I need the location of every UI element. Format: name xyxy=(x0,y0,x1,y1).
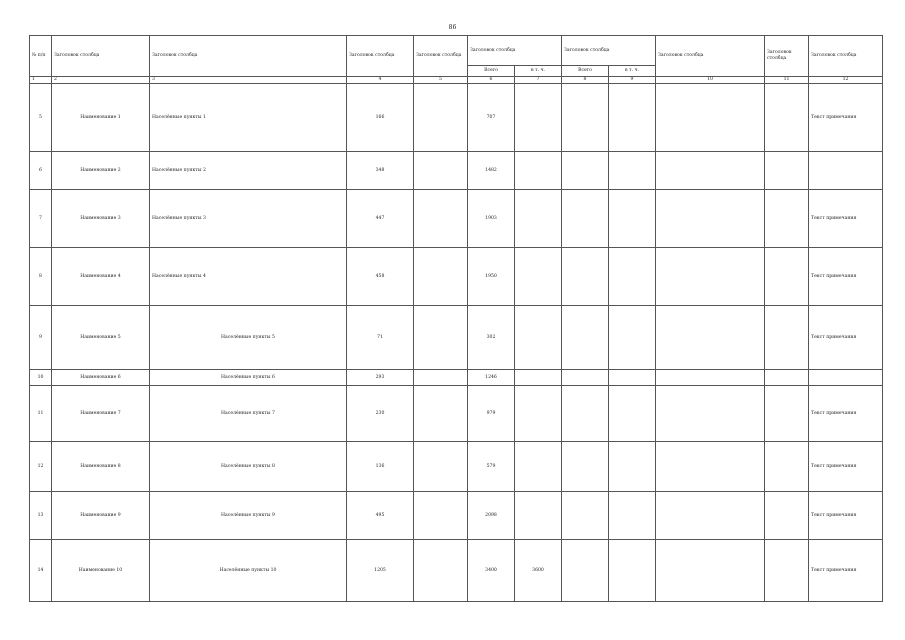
row-number: 5 xyxy=(30,84,52,152)
capacity-value xyxy=(414,492,468,540)
profile-value xyxy=(656,152,765,190)
repair-note: Текст примечания xyxy=(809,84,883,152)
plan-visits-value: 302 xyxy=(468,306,515,370)
repair-note: Текст примечания xyxy=(809,492,883,540)
table-row xyxy=(30,442,883,492)
table-row xyxy=(30,248,883,306)
facility-name: Наименование 6 xyxy=(52,370,150,386)
repair-note: Текст примечания xyxy=(809,190,883,248)
population-value: 1205 xyxy=(347,540,414,602)
column-number: 9 xyxy=(609,77,656,84)
table-row xyxy=(30,190,883,248)
facility-name: Наименование 4 xyxy=(52,248,150,306)
population-value: 71 xyxy=(347,306,414,370)
repair-note: Текст примечания xyxy=(809,248,883,306)
plan-visits-value: 1903 xyxy=(468,190,515,248)
plan-visits-oms-value xyxy=(515,306,562,370)
facility-name: Наименование 8 xyxy=(52,442,150,492)
plan-visits-value: 707 xyxy=(468,84,515,152)
repair-note xyxy=(809,152,883,190)
header-population: Заголовок столбца xyxy=(347,36,414,77)
served-settlements: Населённые пункты 5 xyxy=(150,306,347,370)
capacity-value xyxy=(414,248,468,306)
row-number: 6 xyxy=(30,152,52,190)
accreditation-value xyxy=(765,306,809,370)
table-row xyxy=(30,540,883,602)
plan-visits-oms-value xyxy=(515,84,562,152)
header-plan-visits: Заголовок столбца xyxy=(468,36,562,66)
page-number: 86 xyxy=(448,24,457,31)
served-settlements: Населённые пункты 10 xyxy=(150,540,347,602)
header-repair: Заголовок столбца xyxy=(809,36,883,77)
plan-visits-oms-value: 3600 xyxy=(515,540,562,602)
accreditation-value xyxy=(765,152,809,190)
population-value: 458 xyxy=(347,248,414,306)
profile-value xyxy=(656,492,765,540)
served-settlements: Населённые пункты 9 xyxy=(150,492,347,540)
accreditation-value xyxy=(765,190,809,248)
profile-value xyxy=(656,442,765,492)
column-number: 5 xyxy=(414,77,468,84)
repair-note xyxy=(809,370,883,386)
header-row xyxy=(30,36,883,66)
register-table xyxy=(29,35,883,602)
capacity-value xyxy=(414,152,468,190)
column-number: 2 xyxy=(52,77,150,84)
row-number: 9 xyxy=(30,306,52,370)
header-plan-hospital: Заголовок столбца xyxy=(562,36,656,66)
table-row xyxy=(30,386,883,442)
table-row xyxy=(30,152,883,190)
facility-name: Наименование 1 xyxy=(52,84,150,152)
accreditation-value xyxy=(765,248,809,306)
plan-hospital-oms-value xyxy=(609,492,656,540)
population-value: 166 xyxy=(347,84,414,152)
table-row xyxy=(30,492,883,540)
plan-hospital-value xyxy=(562,442,609,492)
header-no: № п/п xyxy=(30,36,52,77)
capacity-value xyxy=(414,442,468,492)
capacity-value xyxy=(414,386,468,442)
served-settlements: Населённые пункты 4 xyxy=(150,248,347,306)
row-number: 12 xyxy=(30,442,52,492)
accreditation-value xyxy=(765,442,809,492)
profile-value xyxy=(656,248,765,306)
population-value: 495 xyxy=(347,492,414,540)
profile-value xyxy=(656,386,765,442)
row-number: 14 xyxy=(30,540,52,602)
plan-hospital-value xyxy=(562,152,609,190)
header-capacity: Заголовок столбца xyxy=(414,36,468,77)
header-plan-visits-all: Всего xyxy=(468,66,515,77)
served-settlements: Населённые пункты 1 xyxy=(150,84,347,152)
plan-visits-value: 1950 xyxy=(468,248,515,306)
plan-visits-oms-value xyxy=(515,248,562,306)
plan-hospital-oms-value xyxy=(609,540,656,602)
accreditation-value xyxy=(765,492,809,540)
profile-value xyxy=(656,306,765,370)
plan-hospital-oms-value xyxy=(609,370,656,386)
plan-visits-oms-value xyxy=(515,370,562,386)
accreditation-value xyxy=(765,540,809,602)
population-value: 136 xyxy=(347,442,414,492)
population-value: 348 xyxy=(347,152,414,190)
capacity-value xyxy=(414,84,468,152)
header-places: Заголовок столбца xyxy=(150,36,347,77)
column-number: 7 xyxy=(515,77,562,84)
repair-note: Текст примечания xyxy=(809,306,883,370)
plan-hospital-oms-value xyxy=(609,442,656,492)
plan-visits-value: 3400 xyxy=(468,540,515,602)
plan-hospital-oms-value xyxy=(609,190,656,248)
column-numbers-row xyxy=(30,77,883,84)
capacity-value xyxy=(414,306,468,370)
header-plan-hospital-oms: в т. ч. xyxy=(609,66,656,77)
facility-name: Наименование 5 xyxy=(52,306,150,370)
plan-hospital-oms-value xyxy=(609,248,656,306)
header-accreditation: Заголовок столбца xyxy=(765,36,809,77)
plan-visits-oms-value xyxy=(515,492,562,540)
table-row xyxy=(30,84,883,152)
served-settlements: Населённые пункты 8 xyxy=(150,442,347,492)
plan-visits-value: 979 xyxy=(468,386,515,442)
facility-name: Наименование 7 xyxy=(52,386,150,442)
column-number: 3 xyxy=(150,77,347,84)
population-value: 447 xyxy=(347,190,414,248)
served-settlements: Населённые пункты 7 xyxy=(150,386,347,442)
profile-value xyxy=(656,190,765,248)
capacity-value xyxy=(414,190,468,248)
facility-name: Наименование 2 xyxy=(52,152,150,190)
header-plan-hospital-all: Всего xyxy=(562,66,609,77)
accreditation-value xyxy=(765,370,809,386)
plan-hospital-oms-value xyxy=(609,306,656,370)
served-settlements: Населённые пункты 2 xyxy=(150,152,347,190)
plan-visits-value: 2098 xyxy=(468,492,515,540)
plan-hospital-value xyxy=(562,306,609,370)
capacity-value xyxy=(414,370,468,386)
repair-note: Текст примечания xyxy=(809,442,883,492)
plan-hospital-value xyxy=(562,540,609,602)
table-row xyxy=(30,370,883,386)
served-settlements: Населённые пункты 6 xyxy=(150,370,347,386)
column-number: 6 xyxy=(468,77,515,84)
served-settlements: Населённые пункты 3 xyxy=(150,190,347,248)
population-value: 293 xyxy=(347,370,414,386)
profile-value xyxy=(656,540,765,602)
profile-value xyxy=(656,370,765,386)
plan-hospital-oms-value xyxy=(609,152,656,190)
plan-visits-value: 1482 xyxy=(468,152,515,190)
plan-hospital-value xyxy=(562,370,609,386)
population-value: 230 xyxy=(347,386,414,442)
repair-note: Текст примечания xyxy=(809,386,883,442)
row-number: 11 xyxy=(30,386,52,442)
row-number: 13 xyxy=(30,492,52,540)
accreditation-value xyxy=(765,84,809,152)
plan-visits-oms-value xyxy=(515,386,562,442)
row-number: 8 xyxy=(30,248,52,306)
plan-hospital-oms-value xyxy=(609,386,656,442)
row-number: 10 xyxy=(30,370,52,386)
column-number: 1 xyxy=(30,77,52,84)
plan-visits-value: 579 xyxy=(468,442,515,492)
row-number: 7 xyxy=(30,190,52,248)
plan-visits-oms-value xyxy=(515,442,562,492)
column-number: 8 xyxy=(562,77,609,84)
plan-visits-oms-value xyxy=(515,190,562,248)
column-number: 4 xyxy=(347,77,414,84)
plan-hospital-value xyxy=(562,386,609,442)
repair-note: Текст примечания xyxy=(809,540,883,602)
plan-hospital-oms-value xyxy=(609,84,656,152)
header-plan-visits-oms: в т. ч. xyxy=(515,66,562,77)
header-profile: Заголовок столбца xyxy=(656,36,765,77)
plan-hospital-value xyxy=(562,492,609,540)
plan-hospital-value xyxy=(562,84,609,152)
plan-visits-value: 1246 xyxy=(468,370,515,386)
facility-name: Наименование 9 xyxy=(52,492,150,540)
plan-hospital-value xyxy=(562,248,609,306)
capacity-value xyxy=(414,540,468,602)
plan-hospital-value xyxy=(562,190,609,248)
facility-name: Наименование 10 xyxy=(52,540,150,602)
header-name: Заголовок столбца xyxy=(52,36,150,77)
profile-value xyxy=(656,84,765,152)
accreditation-value xyxy=(765,386,809,442)
plan-visits-oms-value xyxy=(515,152,562,190)
facility-name: Наименование 3 xyxy=(52,190,150,248)
table-row xyxy=(30,306,883,370)
column-number: 10 xyxy=(656,77,765,84)
column-number: 12 xyxy=(809,77,883,84)
column-number: 11 xyxy=(765,77,809,84)
